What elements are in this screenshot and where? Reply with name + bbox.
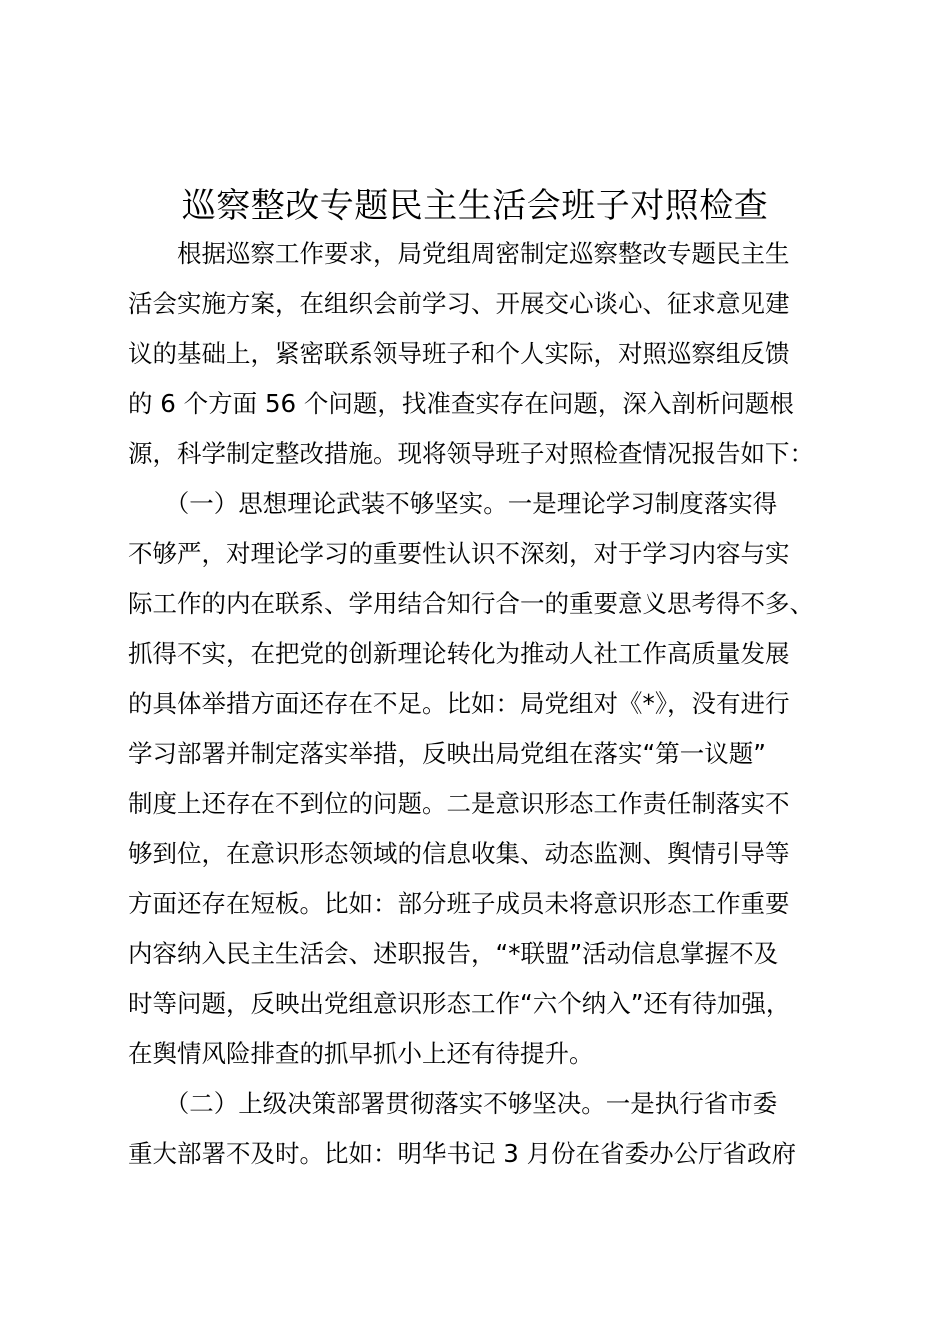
body-line: （一）思想理论武装不够坚实。一是理论学习制度落实得 [128,489,778,518]
body-line: 际工作的内在联系、学用结合知行合一的重要意义思考得不多、 [128,589,814,618]
body-line: 源，科学制定整改措施。现将领导班子对照检查情况报告如下： [128,439,814,468]
body-line: 够到位，在意识形态领域的信息收集、动态监测、舆情引导等 [128,839,790,868]
body-line: 在舆情风险排查的抓早抓小上还有待提升。 [128,1039,594,1068]
body-line: 时等问题，反映出党组意识形态工作“六个纳入”还有待加强， [128,989,791,1018]
body-line: 议的基础上，紧密联系领导班子和个人实际，对照巡察组反馈 [128,339,790,368]
body-line: 的具体举措方面还存在不足。比如：局党组对《*》，没有进行 [128,689,790,718]
body-line: 内容纳入民主生活会、述职报告，“*联盟”活动信息掌握不及 [128,939,779,968]
body-line: （二）上级决策部署贯彻落实不够坚决。一是执行省市委 [128,1089,778,1118]
body-line: 方面还存在短板。比如：部分班子成员未将意识形态工作重要 [128,889,790,918]
body-line: 制度上还存在不到位的问题。二是意识形态工作责任制落实不 [128,789,790,818]
body-line: 重大部署不及时。比如：明华书记 3 月份在省委办公厅省政府 [128,1139,797,1168]
body-line: 学习部署并制定落实举措，反映出局党组在落实“第一议题” [128,739,766,768]
body-line: 活会实施方案，在组织会前学习、开展交心谈心、征求意见建 [128,289,790,318]
body-line: 抓得不实，在把党的创新理论转化为推动人社工作高质量发展 [128,639,790,668]
body-line: 的 6 个方面 56 个问题，找准查实存在问题，深入剖析问题根 [128,389,794,418]
document-title: 巡察整改专题民主生活会班子对照检查 [181,186,769,226]
body-line: 不够严，对理论学习的重要性认识不深刻，对于学习内容与实 [128,539,790,568]
body-line: 根据巡察工作要求，局党组周密制定巡察整改专题民主生 [128,239,790,268]
